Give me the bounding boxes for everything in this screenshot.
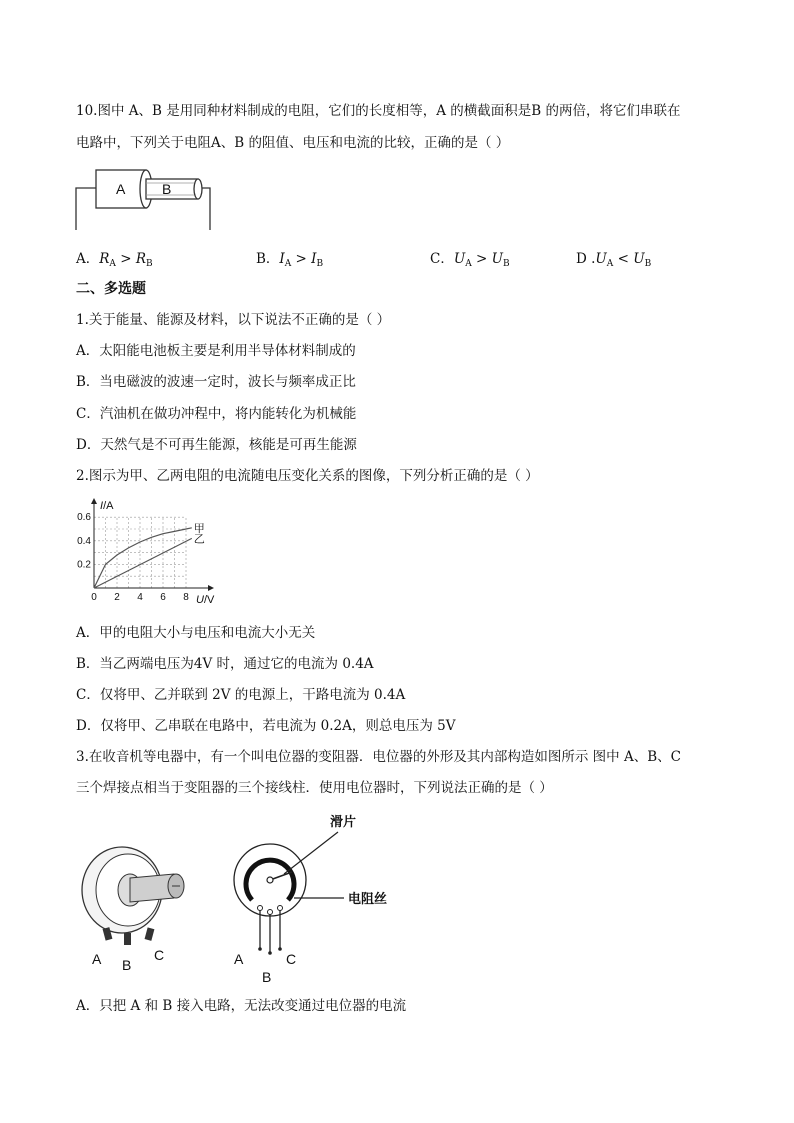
q10-option-b[interactable]: B．$I_A > I_B$ [256, 251, 324, 269]
q2-option-a[interactable]: A．甲的电阻大小与电压和电流大小无关 [76, 625, 316, 641]
q10-option-a[interactable]: A．$R_A > R_B$ [76, 251, 153, 269]
chart-grid [94, 517, 186, 588]
series-label-1: 甲 [193, 522, 205, 535]
q2-option-b[interactable]: B．当乙两端电压为4V 时，通过它的电流为 0.4A [76, 656, 374, 672]
potentiometer-interior-figure [226, 810, 426, 990]
q1-option-a[interactable]: A．太阳能电池板主要是利用半导体材料制成的 [76, 343, 356, 359]
potentiometer-exterior-figure [76, 836, 206, 976]
q1-option-d[interactable]: D．天然气是不可再生能源，核能是可再生能源 [76, 437, 357, 453]
q2-stem: 2.图示为甲、乙两电阻的电流随电压变化关系的图像，下列分析正确的是（ ） [76, 468, 539, 484]
q3-stem-line1: 3.在收音机等电器中，有一个叫电位器的变阻器．电位器的外形及其内部构造如图所示 图中 A、B、C [76, 749, 681, 765]
resistor-ab-figure [70, 164, 220, 234]
q10-stem-line2: 电路中，下列关于电阻A、B 的阻值、电压和电流的比较，正确的是（ ） [76, 135, 510, 151]
exterior-label-a: A [92, 951, 102, 967]
q3-option-a[interactable]: A．只把 A 和 B 接入电路，无法改变通过电位器的电流 [76, 998, 407, 1014]
x-tick-label: 0 [91, 592, 97, 603]
chart-series-group [94, 528, 192, 588]
q1-stem: 1.关于能量、能源及材料，以下说法不正确的是（ ） [76, 312, 391, 328]
x-tick-label: 2 [114, 592, 120, 603]
q10-option-d[interactable]: D $.U_A < U_B$ [576, 251, 652, 269]
current-voltage-chart [70, 496, 230, 612]
series-label-2: 乙 [193, 533, 205, 546]
callout-slider: 滑片 [330, 814, 357, 829]
x-axis-label: U/V [196, 594, 215, 606]
q2-option-d[interactable]: D．仅将甲、乙串联在电路中，若电流为 0.2A，则总电压为 5V [76, 718, 456, 734]
series-line-2 [94, 538, 192, 588]
x-tick-label: 8 [183, 592, 189, 603]
interior-label-c: C [286, 951, 297, 967]
resistor-a-label: A [116, 181, 126, 197]
exterior-label-c: C [154, 947, 165, 963]
x-tick-label: 4 [137, 592, 143, 603]
callout-resistance-wire: 电阻丝 [348, 891, 388, 906]
exterior-label-b: B [122, 957, 132, 973]
y-axis-arrow [91, 498, 97, 504]
resistor-b-label: B [162, 181, 172, 197]
y-tick-label: 0.4 [77, 535, 91, 547]
x-axis-arrow [208, 585, 214, 591]
q3-stem-line2: 三个焊接点相当于变阻器的三个接线柱．使用电位器时，下列说法正确的是（ ） [76, 780, 553, 796]
q2-option-c[interactable]: C．仅将甲、乙并联到 2V 的电源上，干路电流为 0.4A [76, 687, 406, 703]
q10-option-c[interactable]: C．$U_A > U_B$ [430, 251, 510, 269]
chart-labels-group [77, 512, 205, 603]
y-tick-label: 0.2 [77, 559, 91, 571]
series-line-1 [94, 528, 192, 588]
interior-label-a: A [234, 951, 244, 967]
y-axis-label: I/A [100, 500, 114, 512]
q1-option-b[interactable]: B．当电磁波的波速一定时，波长与频率成正比 [76, 374, 356, 390]
x-tick-label: 6 [160, 592, 166, 603]
q1-option-c[interactable]: C．汽油机在做功冲程中，将内能转化为机械能 [76, 406, 357, 422]
interior-label-b: B [262, 969, 272, 985]
q10-stem-line1: 10.图中 A、B 是用同种材料制成的电阻，它们的长度相等，A 的横截面积是B 的两倍，将它们串联在 [76, 103, 681, 119]
y-tick-label: 0.6 [77, 512, 91, 524]
section-heading-multiple-choice: 二、多选题 [76, 281, 146, 297]
